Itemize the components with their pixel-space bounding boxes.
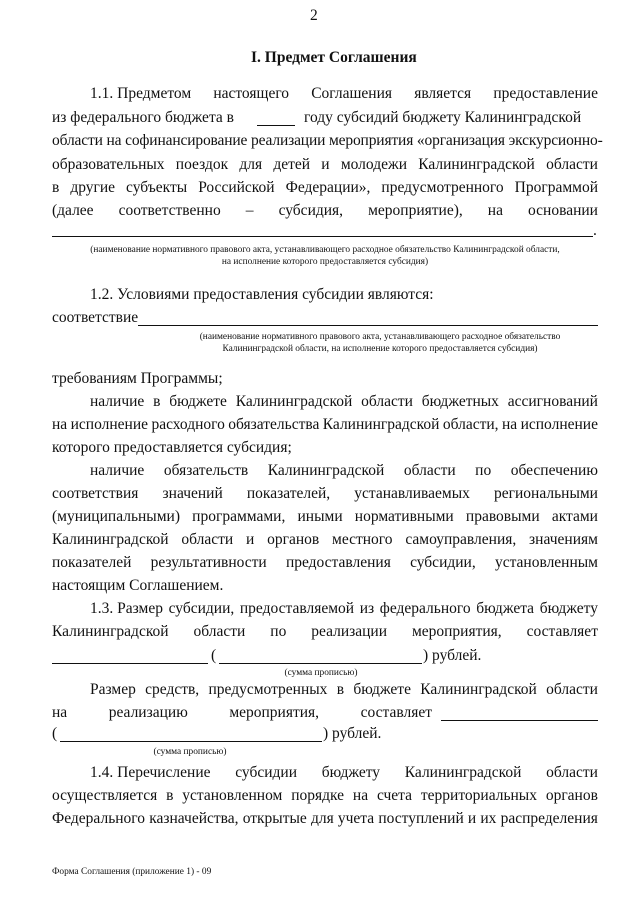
- p1-2-b1-line-1: наличие в бюджете Калининградской области бюджетных ассигнований: [90, 393, 598, 410]
- section-title: I. Предмет Соглашения: [251, 49, 417, 66]
- page-number: 2: [310, 7, 318, 24]
- p1-4-line-2: осуществляется в установленном порядке на счета территориальных органов: [52, 787, 598, 804]
- subsidy-rub: ) рублей.: [423, 647, 482, 664]
- p1-3-means-line-2: на реализацию мероприятия, составляет: [52, 704, 432, 721]
- means-amount-blank: [441, 720, 598, 721]
- means-rub: ) рублей.: [323, 725, 382, 742]
- p1-2-b1-line-2: на исполнение расходного обязательства Калининградской области, на исполнение: [52, 416, 598, 433]
- means-sum-note: (сумма прописью): [153, 747, 227, 757]
- p1-1-line-2a: из федерального бюджета в: [52, 109, 234, 126]
- means-words-blank: [60, 741, 322, 742]
- subsidy-amount-blank: [52, 663, 208, 664]
- compliance-note-line-1: (наименование нормативного правового акта, устанавливающего расходное обязательство: [199, 332, 561, 342]
- p1-1-line-1: 1.1. Предметом настоящего Соглашения является предоставление: [90, 85, 598, 102]
- p1-1-line-6: (далее соответственно – субсидия, мероприятие), на основании: [52, 202, 598, 219]
- requirements-line: требованиям Программы;: [52, 370, 223, 387]
- p1-1-line-4: образовательных поездок для детей и молодежи Калининградской области: [52, 156, 598, 173]
- p1-2-b1-line-3: которого предоставляется субсидия;: [52, 439, 292, 456]
- p1-2-b2-line-4: Калининградской области и органов местного самоуправления, значениям: [52, 531, 598, 548]
- p1-3-means-line-1: Размер средств, предусмотренных в бюджете Калининградской области: [90, 681, 598, 698]
- year-blank: [257, 125, 295, 126]
- legal-act-note-line-1: (наименование нормативного правового акта, устанавливающего расходное обязательство Калининградской области,: [90, 245, 560, 255]
- p1-2-b2-line-5: показателей результативности предоставления субсидии, установленным: [52, 554, 598, 571]
- p1-2-b2-line-1: наличие обязательств Калининградской области по обеспечению: [90, 462, 598, 479]
- compliance-blank: [138, 325, 598, 326]
- p1-1-line-2b: году субсидий бюджету Калининградской: [304, 109, 582, 126]
- p1-2-b2-line-6: настоящим Соглашением.: [52, 577, 224, 594]
- p1-1-line-5: в другие субъекты Российской Федерации», предусмотренного Программой: [52, 179, 598, 196]
- p1-2-b2-line-3: (муниципальными) программами, иными нормативными правовыми актами: [52, 508, 598, 525]
- means-open-paren: (: [52, 725, 58, 742]
- p1-1-line-3: области на софинансирование реализации мероприятия «организация экскурсионно-: [52, 132, 603, 149]
- p1-2-b2-line-2: соответствия значений показателей, устанавливаемых региональными: [52, 485, 598, 502]
- legal-act-note-line-2: на исполнение которого предоставляется субсидия): [221, 257, 429, 267]
- p1-4-line-1: 1.4. Перечисление субсидии бюджету Калининградской области: [90, 764, 598, 781]
- p1-3-line-2: Калининградской области по реализации мероприятия, составляет: [52, 623, 598, 640]
- page-footer: Форма Соглашения (приложение 1) - 09: [52, 867, 212, 877]
- compliance-label: соответствие: [52, 309, 139, 326]
- legal-act-end-dot: .: [593, 222, 597, 239]
- subsidy-open-paren: (: [211, 647, 217, 664]
- p1-3-line-1: 1.3. Размер субсидии, предоставляемой из федерального бюджета бюджету: [90, 600, 598, 617]
- p1-2-title: 1.2. Условиями предоставления субсидии являются:: [90, 286, 434, 303]
- p1-4-line-3: Федерального казначейства, открытые для учета поступлений и их распределения: [52, 810, 598, 827]
- compliance-note-line-2: Калининградской области, на исполнение которого предоставляется субсидия): [222, 344, 538, 354]
- subsidy-sum-note: (сумма прописью): [284, 668, 358, 678]
- subsidy-words-blank: [219, 663, 422, 664]
- legal-act-blank: [52, 236, 593, 237]
